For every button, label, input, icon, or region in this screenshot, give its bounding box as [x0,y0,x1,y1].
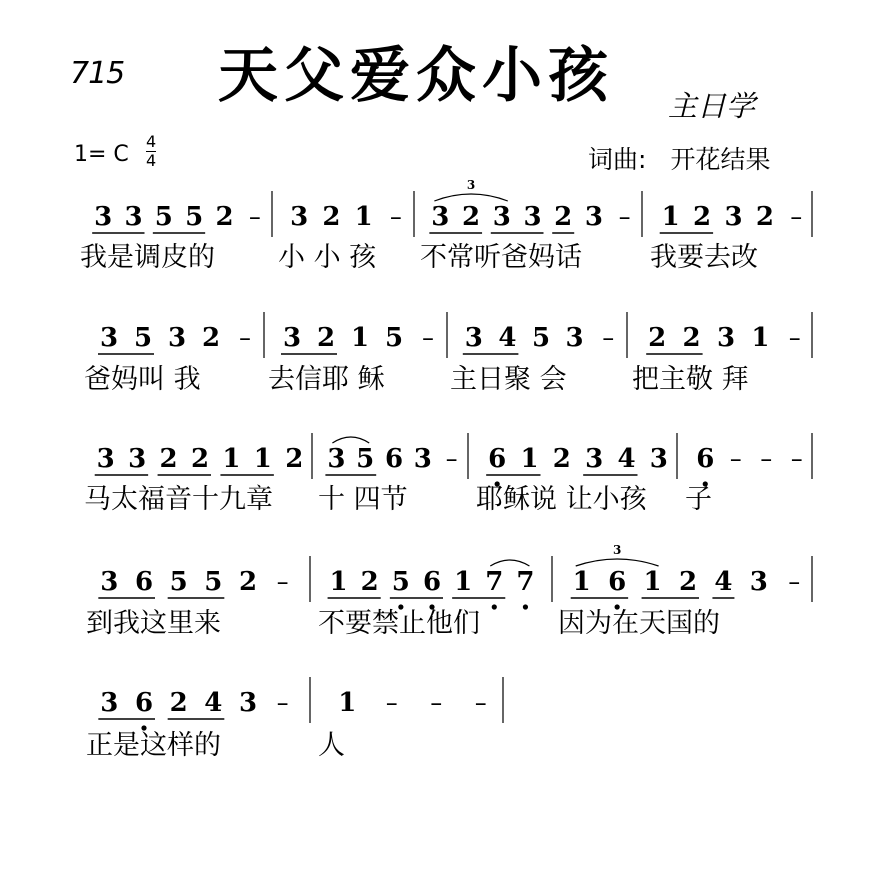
note-digit: 6 [696,444,715,474]
note-digit: 6 [384,444,404,474]
note-digit: 1 [329,567,348,597]
dash-mark: – [422,324,434,352]
lyric-text: 我是调皮的 [80,242,215,273]
slur [490,560,529,566]
note-digit: 3 [724,202,743,232]
dash-mark: – [445,445,458,473]
dash-mark: – [729,445,742,473]
note-digit: 7 [516,567,535,597]
note-digit: 1 [572,567,591,597]
note-digit: 3 [431,202,450,232]
note-digit: 2 [462,202,481,232]
slur [332,437,369,443]
note-digit: 1 [643,567,662,597]
note-digit: 3 [238,688,258,718]
lyric-text: 十 四节 [318,484,408,515]
note-digit: 3 [413,444,432,474]
note-digit: 1 [661,202,680,232]
note-digit: 3 [96,444,115,474]
note-digit: 2 [169,688,188,718]
note-digit: 2 [201,323,221,353]
note-digit: 5 [133,323,153,353]
lyric-text: 不要禁止他们 [318,608,480,639]
lyric-text: 主日聚 会 [450,364,567,395]
note-digit: 2 [648,323,667,353]
key-signature: 1= C [74,142,129,167]
note-digit: 2 [360,567,379,597]
song-category: 主日学 [668,89,756,123]
page-title: 天父爱众小孩 [218,41,614,111]
note-digit: 1 [338,688,357,718]
dash-mark: – [788,324,801,352]
note-digit: 2 [215,202,234,232]
note-digit: 5 [356,444,375,474]
dash-mark: – [389,203,402,231]
lyric-text: 去信耶 稣 [268,364,385,395]
note-digit: 5 [204,567,223,597]
note-digit: 1 [751,323,770,353]
triplet-slur [434,194,507,201]
note-digit: 5 [154,202,173,232]
note-digit: 2 [755,202,774,232]
lyric-text: 到我这里来 [86,608,221,639]
note-digit: 1 [520,444,539,474]
lyric-text: 爸妈叫 我 [84,364,201,395]
note-digit: 3 [167,323,187,353]
note-digit: 1 [454,567,473,597]
lyric-text: 把主敬 拜 [632,364,749,395]
note-digit: 2 [552,444,571,474]
dash-mark: – [385,689,398,717]
note-digit: 3 [94,202,113,232]
note-digit: 2 [554,202,573,232]
note-digit: 5 [531,323,551,353]
note-digit: 6 [488,444,507,474]
note-digit: 6 [134,688,154,718]
time-signature-top: 4 [146,132,157,151]
note-digit: 3 [649,444,668,474]
dash-mark: – [602,324,615,352]
note-digit: 3 [584,202,603,232]
note-digit: 2 [190,444,210,474]
note-digit: 3 [585,444,604,474]
note-digit: 1 [222,444,241,474]
dash-mark: – [790,445,803,473]
note-digit: 3 [716,323,736,353]
triplet-slur [576,559,659,566]
note-digit: 4 [498,323,517,353]
note-digit: 5 [391,567,410,597]
lyric-text: 子 [685,484,712,515]
time-signature-bottom: 4 [146,151,157,170]
note-digit: 3 [523,202,542,232]
lyric-text: 小 小 孩 [278,242,377,273]
dash-mark: – [276,689,289,717]
note-digit: 5 [185,202,204,232]
note-digit: 3 [100,688,119,718]
note-digit: 1 [354,202,373,232]
octave-dot-low [492,604,497,609]
note-digit: 2 [285,444,304,474]
note-digit: 2 [238,567,258,597]
note-digit: 1 [253,444,272,474]
credit-label: 词曲: [588,145,647,174]
note-digit: 2 [316,323,336,353]
note-digit: 5 [384,323,404,353]
note-digit: 3 [282,323,302,353]
note-digit: 4 [204,688,223,718]
note-digit: 4 [714,567,733,597]
lyric-text: 不常听爸妈话 [420,242,582,273]
note-digit: 5 [169,567,188,597]
octave-dot-low [523,604,528,609]
dash-mark: – [474,689,487,717]
note-digit: 2 [682,323,701,353]
dash-mark: – [239,324,251,352]
note-digit: 3 [749,567,768,597]
note-digit: 7 [485,567,504,597]
note-digit: 6 [608,567,627,597]
note-digit: 2 [693,202,712,232]
triplet-label: 3 [612,543,622,557]
note-digit: 2 [678,567,698,597]
lyric-text: 马太福音十九章 [84,484,273,515]
dash-mark: – [788,568,801,596]
lyric-text: 正是这样的 [86,730,221,761]
dash-mark: – [760,445,773,473]
note-digit: 3 [128,444,147,474]
triplet-label: 3 [466,178,476,192]
lyric-text: 我要去改 [650,242,758,273]
note-digit: 4 [617,444,636,474]
note-digit: 3 [100,567,119,597]
song-number: 715 [70,56,125,91]
dash-mark: – [276,568,289,596]
lyric-text: 因为在天国的 [558,608,720,639]
note-digit: 2 [159,444,178,474]
note-digit: 3 [99,323,119,353]
dash-mark: – [618,203,631,231]
note-digit: 3 [464,323,483,353]
credit-author: 开花结果 [670,145,771,174]
note-digit: 3 [327,444,346,474]
lyric-text: 耶稣说 让小孩 [476,484,647,515]
note-digit: 6 [134,567,154,597]
note-digit: 3 [565,323,584,353]
dash-mark: – [430,689,443,717]
dash-mark: – [248,203,261,231]
note-digit: 2 [322,202,341,232]
note-digit: 3 [290,202,309,232]
note-digit: 6 [422,567,442,597]
note-digit: 1 [350,323,370,353]
lyric-text: 人 [318,730,345,761]
dash-mark: – [790,203,803,231]
note-digit: 3 [124,202,143,232]
note-digit: 3 [492,202,511,232]
